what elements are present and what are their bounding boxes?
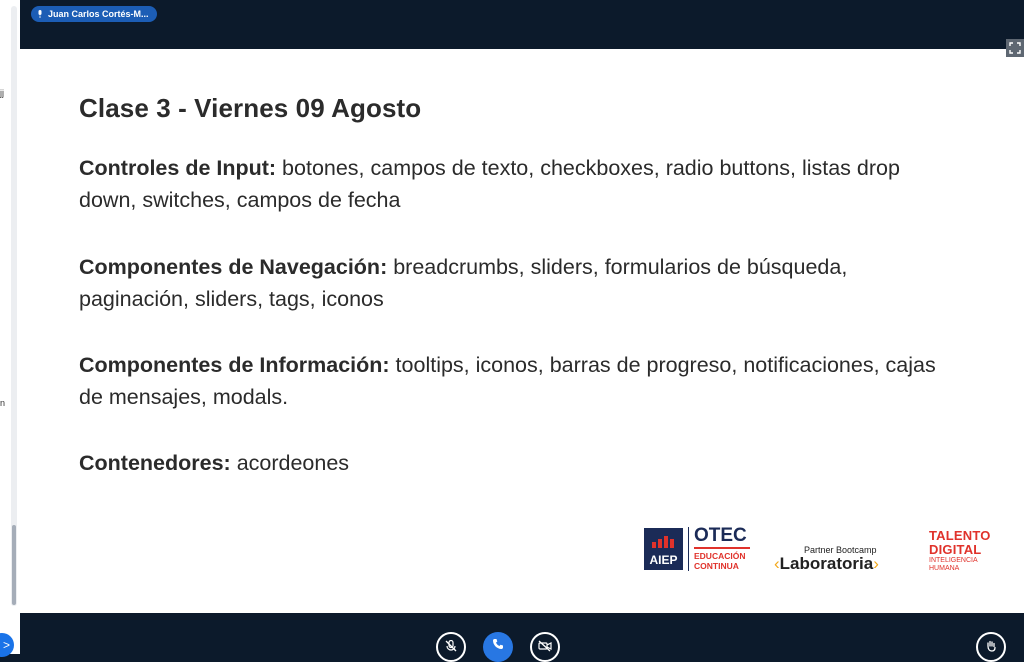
side-panel-scroll-thumb[interactable] [12, 525, 16, 605]
expand-panel-button[interactable] [0, 633, 14, 657]
paragraph-label: Controles de Input: [79, 156, 277, 180]
fullscreen-icon [1009, 42, 1021, 54]
meeting-controls-bar [20, 613, 1024, 654]
otec-underline [694, 547, 750, 549]
paragraph-label: Contenedores: [79, 451, 231, 475]
laboratoria-logo: ‹Laboratoria› [774, 554, 879, 573]
slide-paragraph [79, 447, 959, 479]
paragraph-text: acordeones [230, 451, 350, 475]
side-panel [0, 0, 21, 654]
slide-paragraph [79, 152, 959, 216]
aiep-logo [644, 528, 683, 570]
paragraph-text: tooltips, iconos, barras de progreso, notificaciones, cajas de mensajes, modals. [79, 353, 936, 409]
paragraph-text: botones, campos de texto, checkboxes, radio buttons, listas drop down, switches, campos de fecha [79, 156, 900, 212]
paragraph-text: breadcrumbs, sliders, formularios de búsqueda, paginación, sliders, tags, iconos [79, 255, 848, 311]
presenter-badge[interactable] [31, 6, 157, 22]
aiep-logo-text: AIEP [649, 553, 678, 567]
otec-sub-line: EDUCACIÓN [694, 551, 746, 561]
chevron-right-icon: > [2, 638, 10, 652]
otec-logo-subtitle [694, 551, 745, 571]
talento-digital-subtitle [929, 557, 978, 573]
side-panel-scrollbar[interactable] [11, 6, 17, 606]
fullscreen-button[interactable] [1006, 39, 1024, 57]
slide-paragraph [79, 349, 959, 413]
slide-paragraph [79, 251, 959, 315]
laboratoria-logo-text: Laboratoria [779, 554, 874, 573]
talento-sub-line: HUMANA [929, 565, 960, 572]
mute-button[interactable] [436, 632, 466, 662]
talento-sub-line: INTELIGENCIA [929, 557, 978, 564]
presentation-slide [20, 49, 1024, 613]
side-panel-text: jj [0, 88, 4, 98]
mic-muted-icon [445, 640, 457, 652]
mic-icon [37, 10, 43, 18]
paragraph-label: Componentes de Navegación: [79, 255, 388, 279]
otec-sub-line: CONTINUA [694, 561, 739, 571]
talento-digital-logo: TALENTO [929, 528, 991, 543]
side-panel-text: n [0, 398, 6, 408]
raise-hand-icon [985, 640, 997, 652]
slide-title: Clase 3 - Viernes 09 Agosto [79, 93, 422, 123]
phone-icon [492, 638, 504, 650]
camera-button[interactable] [530, 632, 560, 662]
aiep-bars-icon [652, 536, 674, 548]
leave-audio-button[interactable] [483, 632, 513, 662]
laboratoria-tagline: Partner Bootcamp [804, 545, 877, 555]
presenter-name: Juan Carlos Cortés-M... [48, 9, 149, 19]
talento-digital-logo: DIGITAL [929, 542, 982, 557]
top-bar [20, 0, 1024, 49]
camera-off-icon [538, 640, 552, 652]
raise-hand-button[interactable] [976, 632, 1006, 662]
logo-divider [688, 527, 689, 571]
paragraph-label: Componentes de Información: [79, 353, 390, 377]
otec-logo-title: OTEC [694, 525, 747, 546]
